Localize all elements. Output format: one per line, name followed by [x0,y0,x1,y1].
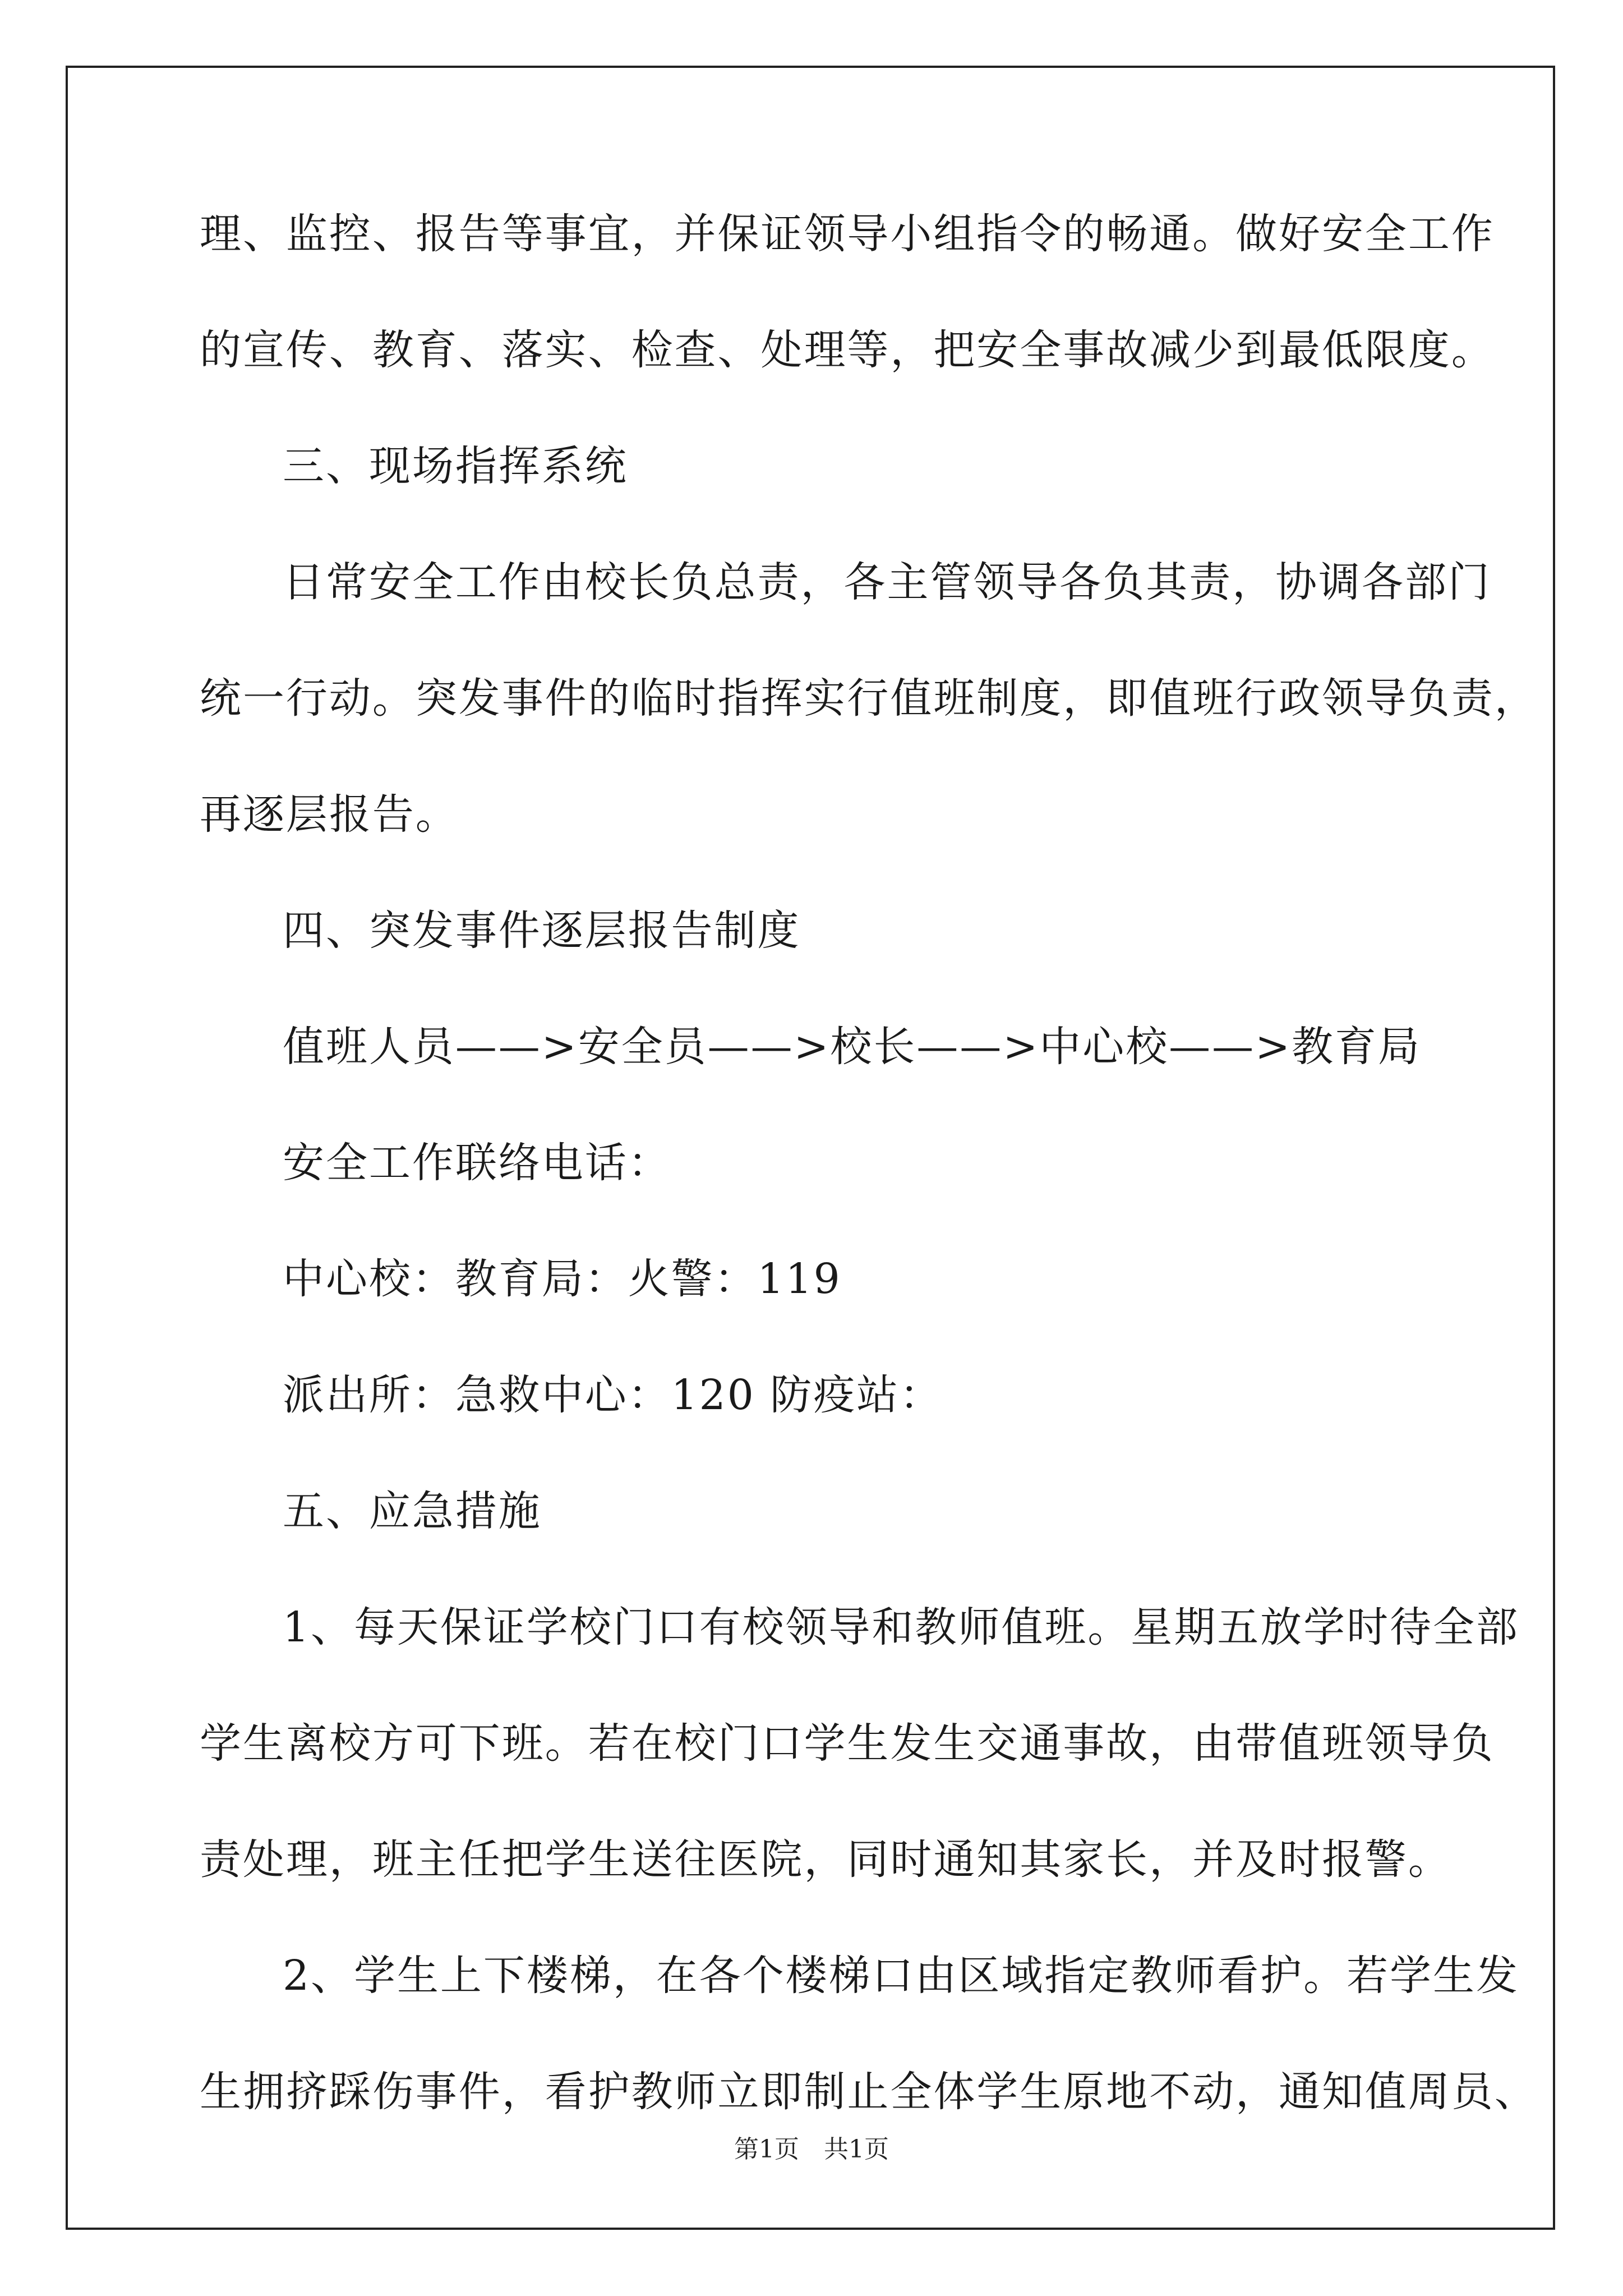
text-line: 2、学生上下楼梯，在各个楼梯口由区域指定教师看护。若学生发 [283,1952,1519,2000]
text-line: 理、监控、报告等事宜，并保证领导小组指令的畅通。做好安全工作 [200,210,1495,258]
text-line: 值班人员——>安全员——>校长——>中心校——>教育局 [283,1023,1421,1071]
text-line: 1、每天保证学校门口有校领导和教师值班。星期五放学时待全部 [283,1603,1519,1651]
text-line: 中心校：教育局：火警：119 [283,1255,842,1303]
text-line: 日常安全工作由校长负总责，各主管领导各负其责，协调各部门 [283,558,1491,606]
text-line: 责处理，班主任把学生送往医院，同时通知其家长，并及时报警。 [200,1835,1451,1884]
section-heading: 五、应急措施 [283,1487,542,1535]
text-line: 学生离校方可下班。若在校门口学生发生交通事故，由带值班领导负 [200,1719,1495,1768]
text-line: 派出所：急救中心：120 防疫站： [283,1371,943,1419]
section-heading: 三、现场指挥系统 [283,442,628,490]
text-line: 生拥挤踩伤事件，看护教师立即制止全体学生原地不动，通知值周员、 [200,2068,1538,2116]
section-heading: 四、突发事件逐层报告制度 [283,907,801,955]
text-line: 统一行动。突发事件的临时指挥实行值班制度，即值班行政领导负责， [200,674,1538,723]
text-line: 再逐层报告。 [200,790,459,839]
text-line: 的宣传、教育、落实、检查、处理等，把安全事故减少到最低限度。 [200,326,1495,374]
page-number-footer: 第1页 共1页 [734,2135,889,2164]
text-line: 安全工作联络电话： [283,1139,671,1187]
document-body [200,210,1538,2187]
